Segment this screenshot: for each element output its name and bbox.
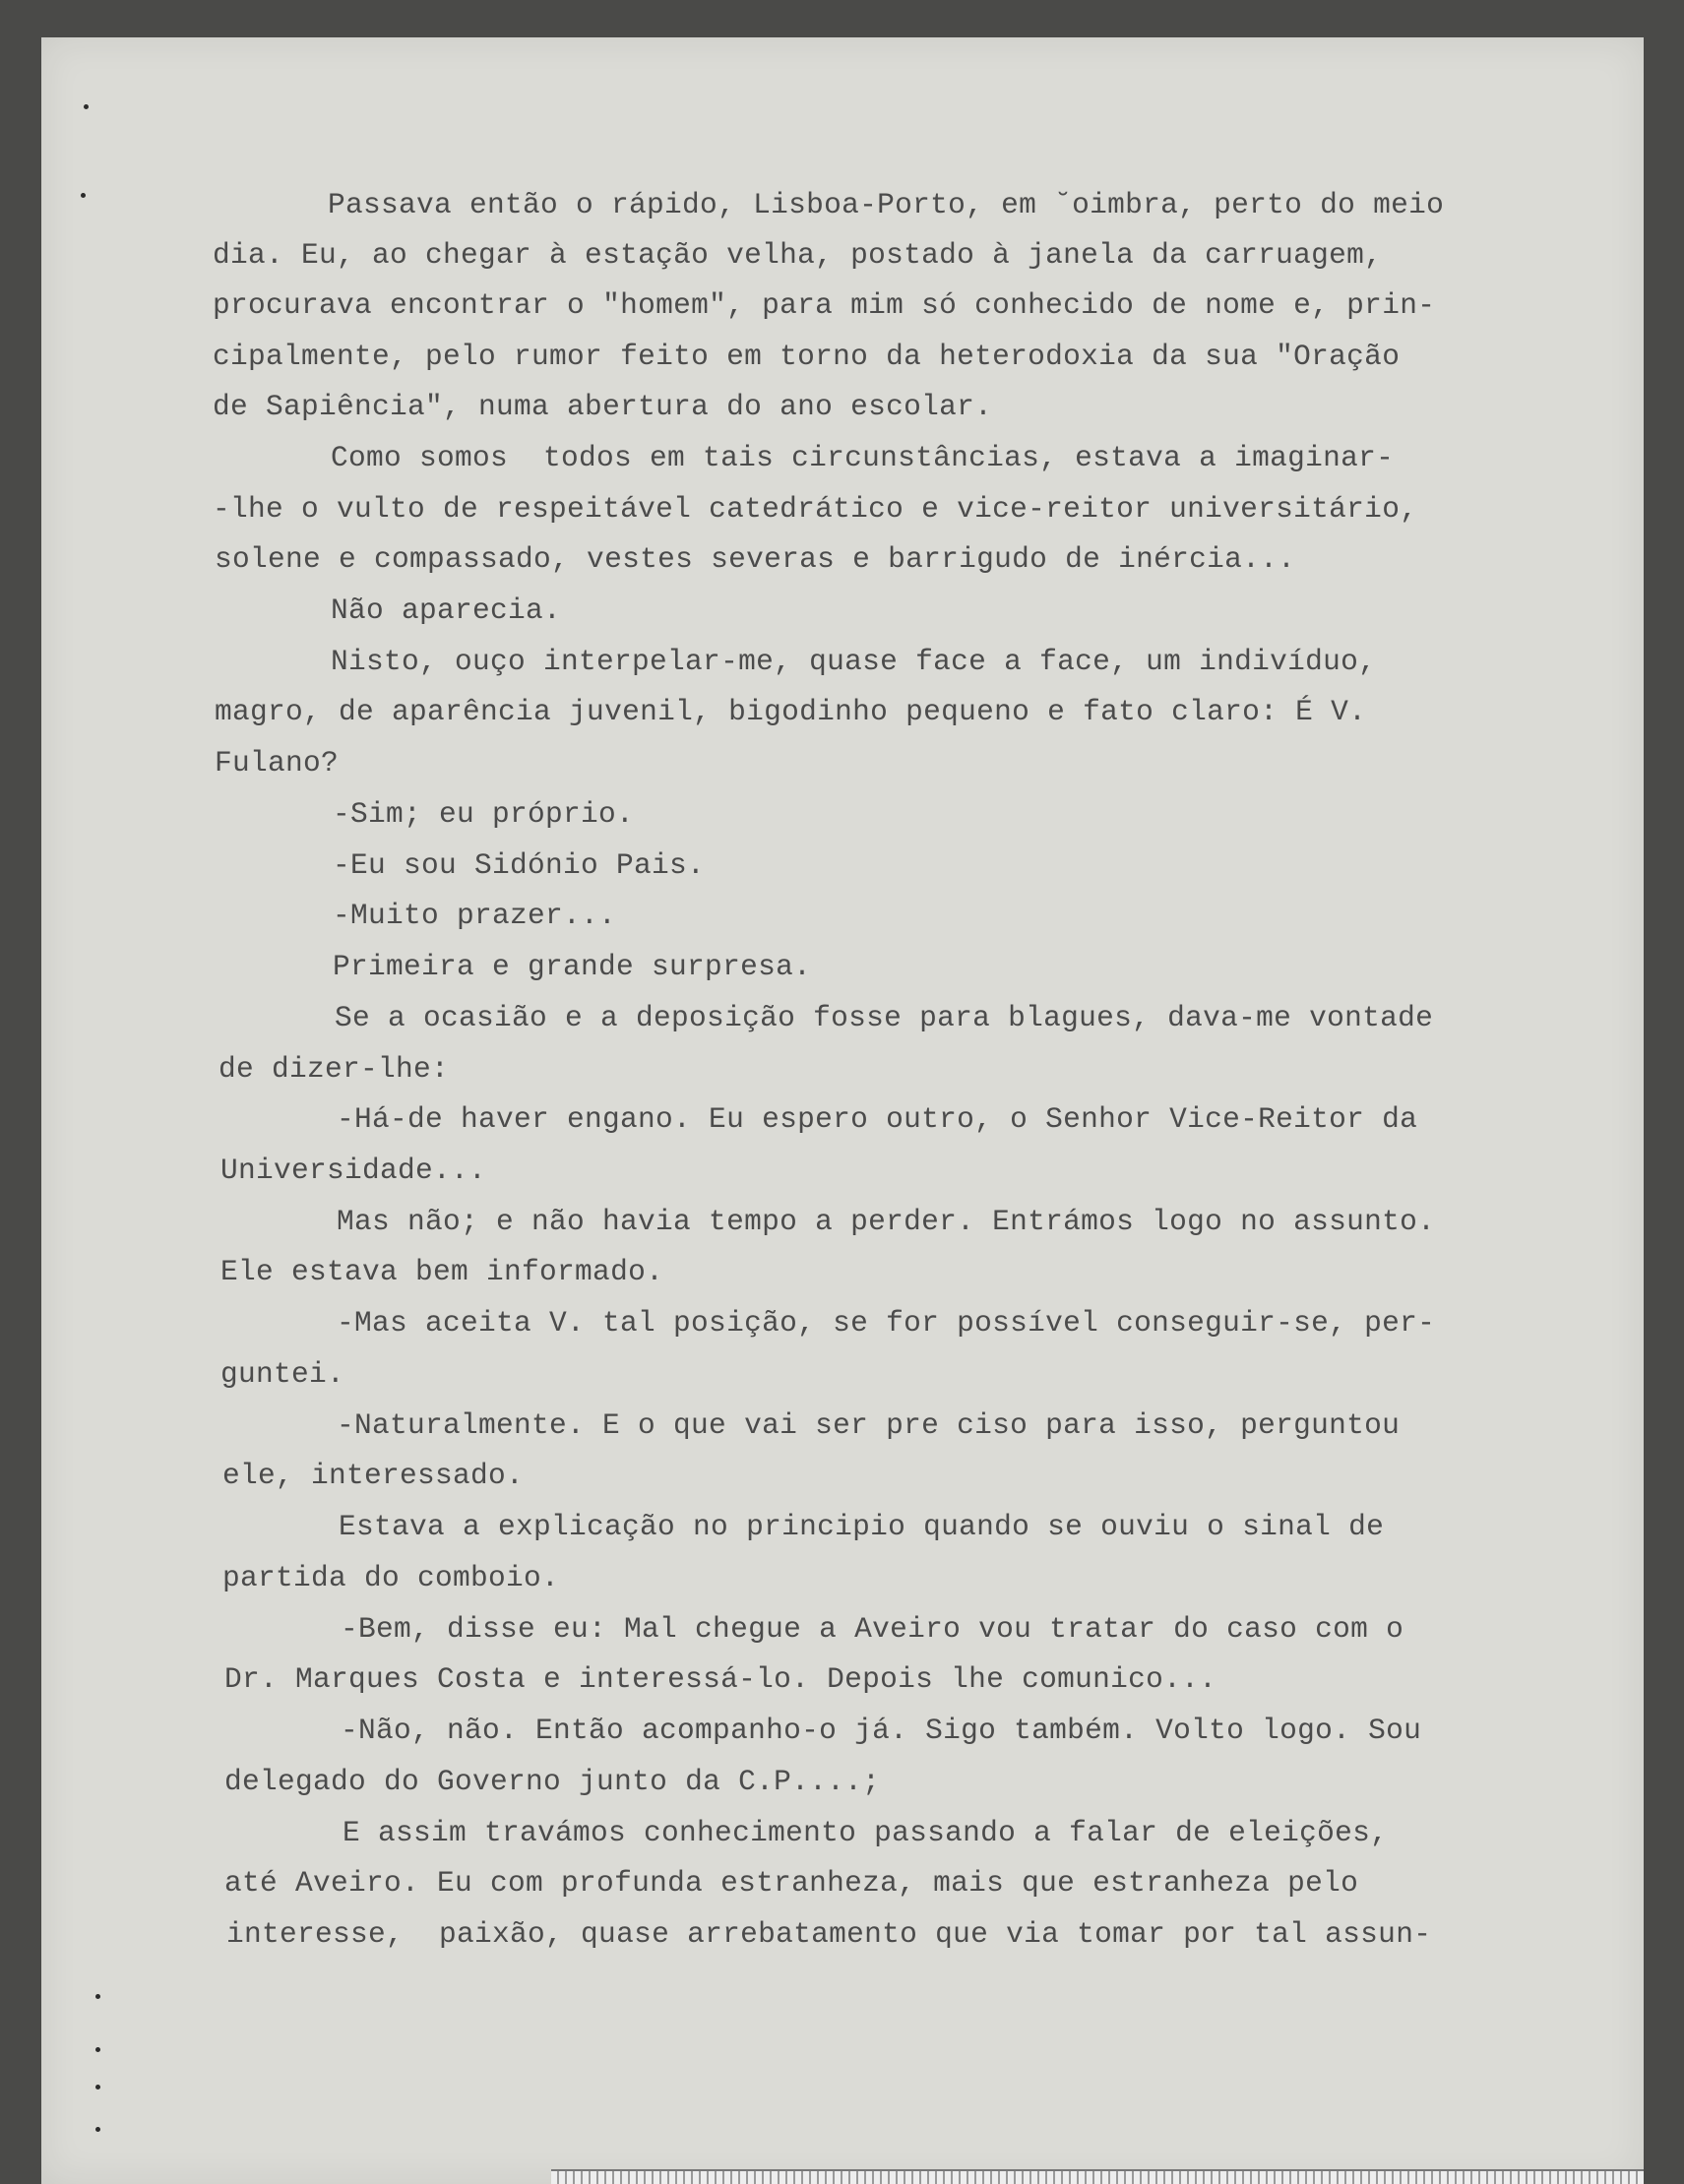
text-line: Passava então o rápido, Lisboa-Porto, em ˘oimbra, perto do meio <box>328 188 1445 221</box>
text-line: cipalmente, pelo rumor feito em torno da heterodoxia da sua "Oração <box>213 340 1401 373</box>
text-line: magro, de aparência juvenil, bigodinho pequeno e fato claro: É V. <box>215 695 1367 728</box>
text-line: solene e compassado, vestes severas e barrigudo de inércia... <box>215 542 1296 576</box>
text-line: E assim travámos conhecimento passando a falar de eleições, <box>343 1816 1389 1849</box>
text-line: Não aparecia. <box>331 593 562 627</box>
punch-mark <box>84 104 89 109</box>
punch-mark <box>95 1994 100 1999</box>
text-line: -Naturalmente. E o que vai ser pre ciso para isso, perguntou <box>337 1408 1401 1442</box>
text-line: dia. Eu, ao chegar à estação velha, postado à janela da carruagem, <box>213 238 1383 272</box>
text-line: -lhe o vulto de respeitável catedrático e vice-reitor universitário, <box>213 492 1418 526</box>
text-line: ele, interessado. <box>222 1459 525 1492</box>
text-line: Como somos todos em tais circunstâncias, estava a imaginar- <box>331 441 1395 474</box>
text-line: Mas não; e não havia tempo a perder. Entrámos logo no assunto. <box>337 1205 1436 1238</box>
text-line: Fulano? <box>215 746 340 780</box>
text-line: de Sapiência", numa abertura do ano escolar. <box>213 390 993 423</box>
text-line: interesse, paixão, quase arrebatamento que via tomar por tal assun- <box>226 1917 1432 1951</box>
text-line: Estava a explicação no principio quando se ouviu o sinal de <box>339 1510 1385 1543</box>
text-line: -Há-de haver engano. Eu espero outro, o Senhor Vice-Reitor da <box>337 1102 1418 1136</box>
text-line: Dr. Marques Costa e interessá-lo. Depois lhe comunico... <box>224 1662 1217 1696</box>
text-line: procurava encontrar o "homem", para mim só conhecido de nome e, prin- <box>213 288 1436 322</box>
text-line: guntei. <box>220 1357 345 1391</box>
text-line: Ele estava bem informado. <box>220 1255 664 1288</box>
text-line: -Não, não. Então acompanho-o já. Sigo também. Volto logo. Sou <box>341 1714 1422 1747</box>
text-line: Primeira e grande surpresa. <box>333 950 812 983</box>
punch-mark <box>95 2127 100 2132</box>
text-line: -Mas aceita V. tal posição, se for possível conseguir-se, per- <box>337 1306 1436 1340</box>
text-line: Universidade... <box>220 1154 487 1187</box>
text-line: -Muito prazer... <box>333 899 617 932</box>
text-line: Se a ocasião e a deposição fosse para blagues, dava-me vontade <box>335 1001 1434 1034</box>
text-line: -Eu sou Sidónio Pais. <box>333 848 706 882</box>
text-line: -Sim; eu próprio. <box>333 797 635 831</box>
text-line: até Aveiro. Eu com profunda estranheza, mais que estranheza pelo <box>224 1866 1359 1900</box>
punch-mark <box>95 2085 100 2090</box>
text-line: -Bem, disse eu: Mal chegue a Aveiro vou tratar do caso com o <box>341 1612 1404 1646</box>
punch-mark <box>95 2047 100 2052</box>
text-line: de dizer-lhe: <box>218 1052 450 1086</box>
text-line: partida do comboio. <box>222 1561 560 1594</box>
text-line: delegado do Governo junto da C.P....; <box>224 1765 881 1798</box>
punch-mark <box>81 193 86 198</box>
text-line: Nisto, ouço interpelar-me, quase face a face, um indivíduo, <box>331 645 1377 678</box>
scale-ruler <box>551 2169 1644 2184</box>
